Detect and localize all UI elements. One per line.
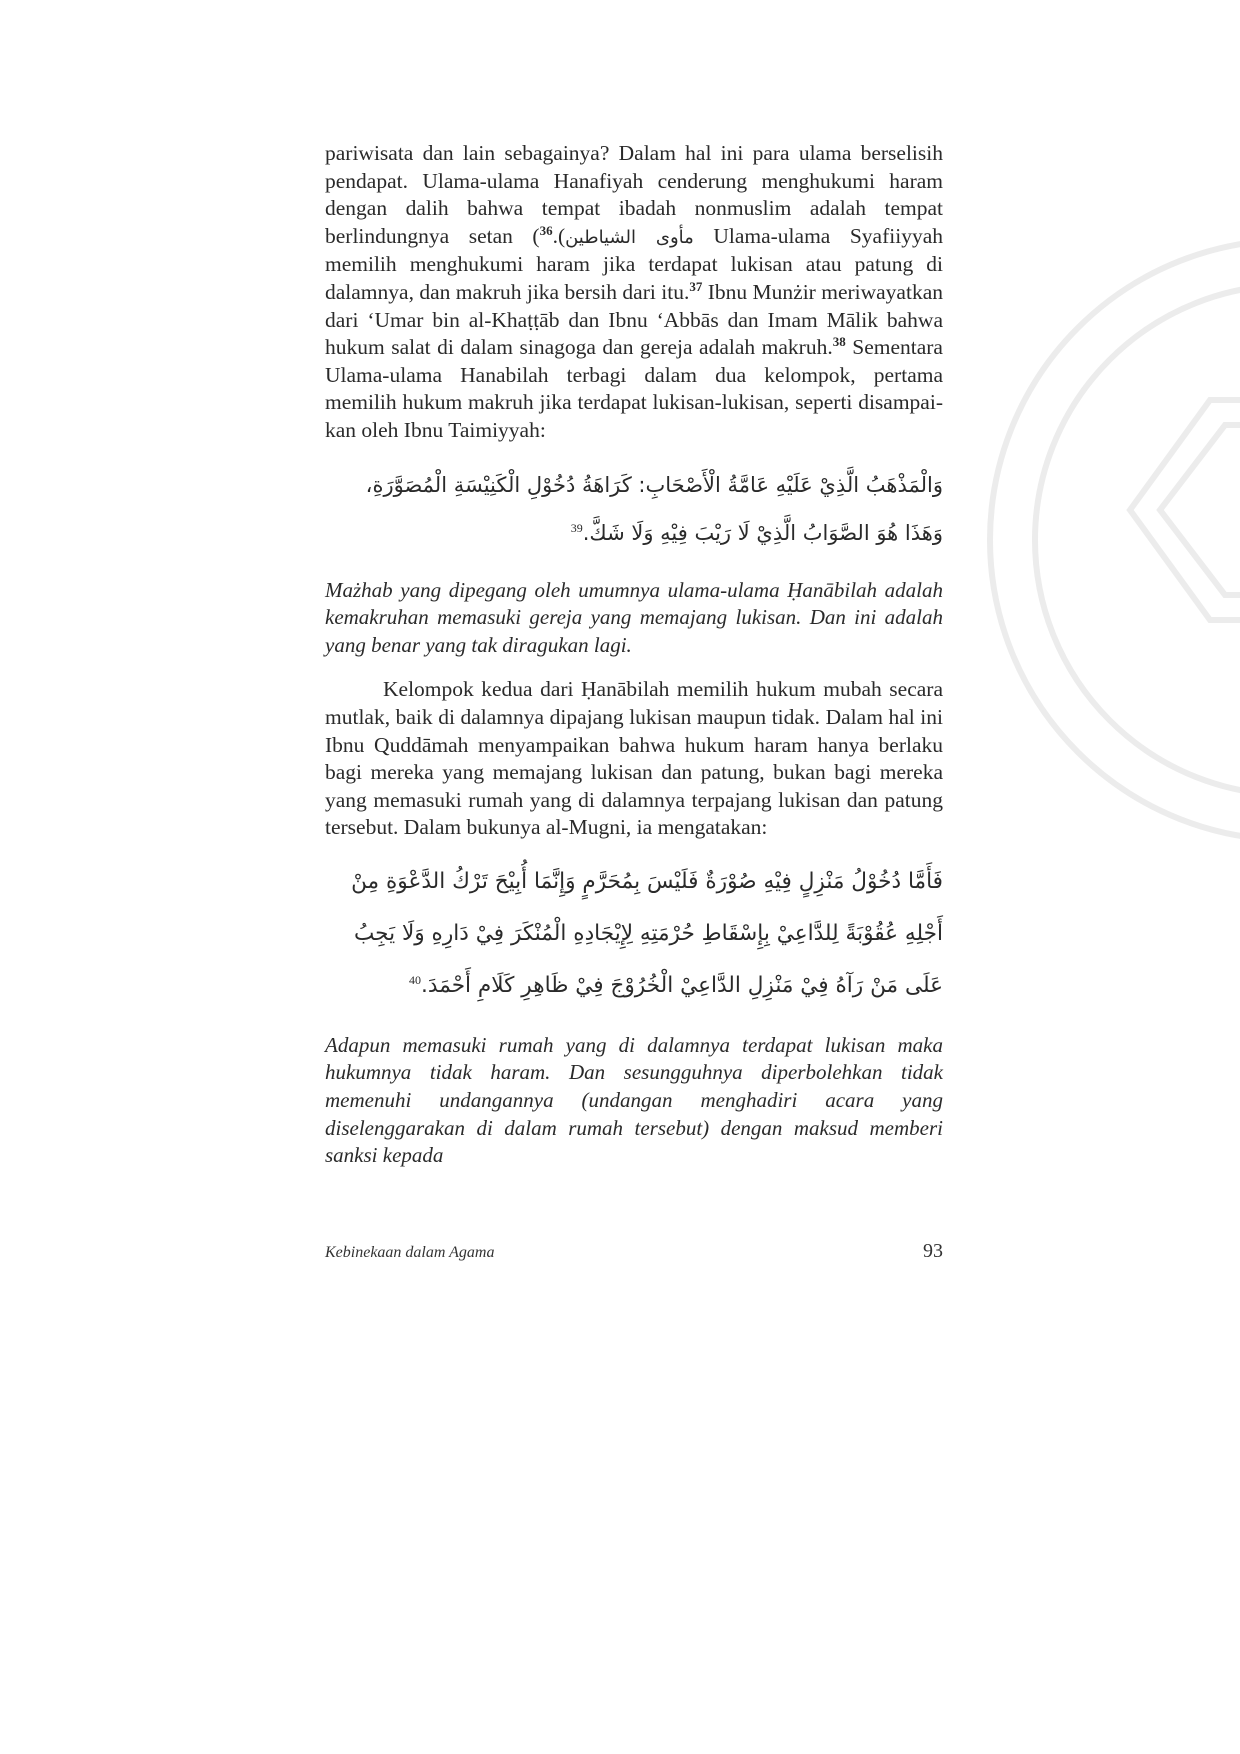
footnote-ref-39[interactable]: 39 xyxy=(570,520,583,535)
arabic-quote-line: وَالْمَذْهَبُ الَّذِيْ عَلَيْهِ عَامَّةُ الْأَصْحَابِ: كَرَاهَةُ دُخُوْلِ الْكَنِيْسَةِ الْمُصَوَّرَةِ، xyxy=(365,472,943,497)
arabic-quote-line: وَهَذَا هُوَ الصَّوَابُ الَّذِيْ لَا رَيْبَ فِيْهِ وَلَا شَكَّ.$^{39}$ xyxy=(570,520,943,545)
arabic-quote-ibnu-taimiyyah xyxy=(325,461,943,557)
arabic-quote-line: عَلَى مَنْ رَآهُ فِيْ مَنْزِلِ الدَّاعِيْ الْخُرُوْجَ فِيْ ظَاهِرِ كَلَامِ أَحْمَدَ.$^{40}$ xyxy=(409,972,943,998)
body-paragraph-1: pariwisata dan lain sebagainya? Dalam hal ini para ulama berselisih pendapat. Ulama-ulama Hanafiyah cenderung menghukumi haram dengan dalih bahwa tempat ibadah nonmuslim adalah tempat berlindungnya setan ( مأوى الشياطين).$^{36}$ Ulama-ulama Syafiiyyah memilih menghukumi haram jika terdapat lukisan atau patung di dalamnya, dan makruh jika bersih dari itu.$^{37}$ Ibnu Munżir meriwayatkan dari ‘Umar bin al-Khaṭṭāb dan Ibnu ‘Abbās dan Imam Mālik bahwa hukum salat di dalam sinagoga dan gereja adalah makruh.$^{38}$ Sementara Ulama-ulama Hanabilah terbagi dalam dua kelompok, pertama memilih hukum makruh jika terdapat lukisan-lukisan, seperti disampaikan oleh Ibnu Taimiyyah: xyxy=(325,141,943,442)
page-footer xyxy=(325,1240,943,1264)
footnote-ref-40[interactable]: 40 xyxy=(409,972,422,987)
footnote-ref-37[interactable]: 37 xyxy=(689,278,703,294)
arabic-quote-line: أَجْلِهِ عُقُوْبَةً لِلدَّاعِيْ بِإِسْقَاطِ حُرْمَتِهِ لِإِيْجَادِهِ الْمُنْكَرَ فِيْ دَارِهِ وَلَا يَجِبُ xyxy=(353,920,943,946)
page-number: 93 xyxy=(923,1240,943,1262)
watermark-seal xyxy=(960,180,1240,940)
translation-quote-1: Mażhab yang dipegang oleh umumnya ulama-ulama Ḥanābilah adalah kemakruhan memasuki gereja yang memajang lukisan. Dan ini adalah yang benar yang tak diragukan lagi. xyxy=(325,577,943,657)
arabic-quote-line: فَأَمَّا دُخُوْلُ مَنْزِلٍ فِيْهِ صُوْرَةٌ فَلَيْسَ بِمُحَرَّمٍ وَإِنَّمَا أُبِيْحَ تَرْكُ الدَّعْوَةِ مِنْ xyxy=(351,868,943,894)
arabic-inline-term: مأوى الشياطين xyxy=(565,226,694,248)
translation-quote-2: Adapun memasuki rumah yang di dalamnya terdapat lukisan maka hukumnya tidak haram. Dan sesungguhnya diperbolehkan tidak memenuhi undangannya (undangan menghadiri acara yang diselenggarakan di dalam rumah tersebut) dengan maksud memberi sanksi kepada xyxy=(325,1032,943,1168)
page-content xyxy=(325,140,943,1170)
footnote-ref-36[interactable]: 36 xyxy=(539,222,553,238)
running-footer-title: Kebinekaan dalam Agama xyxy=(325,1244,495,1261)
arabic-quote-al-mugni xyxy=(325,856,943,1012)
footnote-ref-38[interactable]: 38 xyxy=(832,334,846,349)
body-paragraph-2: Kelompok kedua dari Ḥanābilah memilih hukum mubah secara mutlak, baik di dalamnya dipajang lukisan maupun tidak. Dalam hal ini Ibnu Quddāmah menyampaikan bahwa hukum haram hanya berlaku bagi mereka yang memajang lukisan dan patung, bukan bagi mereka yang memasuki rumah yang di dalamnya terpajang lukisan dan patung tersebut. Dalam bukunya al-Mugni, ia mengatakan: xyxy=(325,677,943,840)
